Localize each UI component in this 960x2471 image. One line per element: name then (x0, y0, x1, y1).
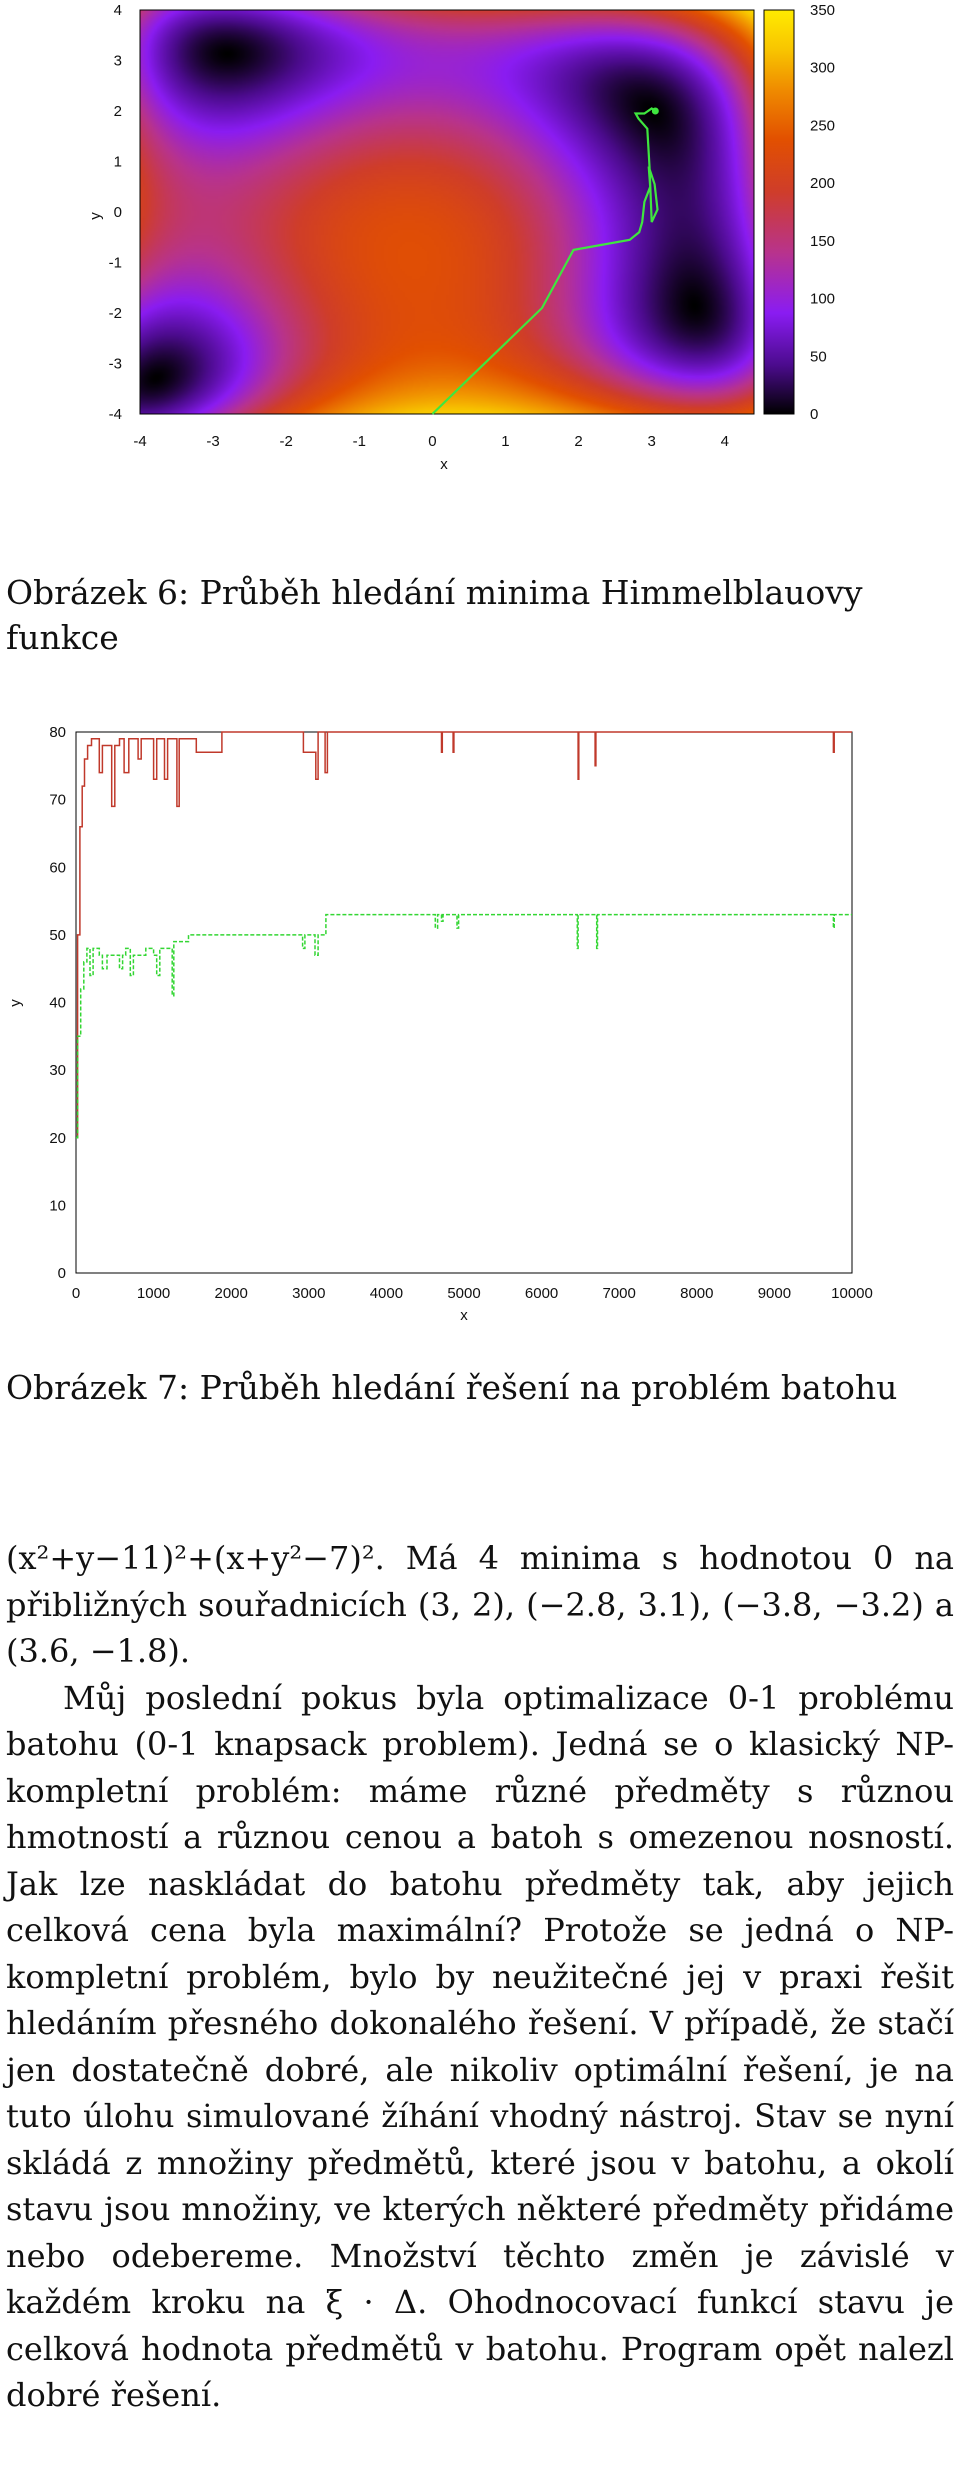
colorbar-tick-label: 200 (810, 175, 836, 193)
colorbar-tick-label: 150 (810, 232, 836, 250)
y-tick-label: 1 (113, 153, 122, 171)
y-tick-label: 70 (49, 791, 66, 809)
x-tick-label: 1 (501, 433, 510, 450)
x-tick-label: 8000 (680, 1285, 714, 1302)
y-tick-label: 50 (49, 926, 66, 944)
plot-frame (76, 732, 852, 1273)
search-path-end (652, 108, 659, 115)
y-tick-label: 0 (57, 1265, 66, 1282)
y-axis-label: y (7, 999, 24, 1007)
y-tick-label: 30 (49, 1062, 66, 1080)
x-tick-label: 0 (428, 433, 437, 450)
heatmap-surface (140, 10, 754, 414)
colorbar-tick-label: 100 (810, 290, 836, 308)
colorbar-tick-label: 0 (810, 406, 819, 423)
x-tick-label: 6000 (524, 1285, 559, 1302)
figure-7-caption: Obrázek 7: Průběh hledání řešení na problém batohu (6, 1368, 898, 1407)
body-text (6, 1535, 954, 2419)
himmelblau-figure (0, 0, 960, 470)
x-tick-label: 1000 (136, 1285, 171, 1302)
x-tick-label: 7000 (602, 1285, 636, 1302)
figure-6-caption: Obrázek 6: Průběh hledání minima Himmelblauovy funkce (6, 573, 863, 657)
colorbar (764, 10, 794, 414)
himmelblau-chart (0, 0, 960, 470)
x-tick-label: 10000 (831, 1285, 873, 1302)
x-tick-label: -3 (206, 433, 220, 450)
y-tick-label: -4 (108, 406, 122, 423)
y-tick-labels (109, 2, 122, 423)
colorbar-tick-labels (810, 2, 835, 423)
x-tick-label: 3000 (292, 1285, 326, 1302)
data-series (76, 732, 852, 1138)
paragraph-formula: (x²+y−11)²+(x+y²−7)². Má 4 minima s hodnotou 0 na přibližných souřadnicích (3, 2), (−2.8, 3.1), (−3.8, −3.2) a (3.6, −1.8). (6, 1539, 954, 1670)
colorbar-tick-label: 300 (810, 59, 836, 77)
x-tick-label: 3 (647, 433, 656, 450)
y-tick-label: 4 (113, 2, 122, 19)
x-tick-label: 2 (574, 433, 583, 450)
paragraph-knapsack: Můj poslední pokus byla optimalizace 0-1 problému batohu (0-1 knapsack problem). Jedná se o klasický NP-kompletní problém: máme různé předměty s různou hmotností a různou cenou a batoh s omezenou nosností. Jak lze naskládat do batohu předměty tak, aby jejich celková cena byla maximální? Protože se jedná o NP-kompletní problém, bylo by neužitečné jej v praxi řešit hledáním přesného dokonalého řešení. V případě, že stačí jen dostatečně dobré, ale nikoliv optimální řešení, je na tuto úlohu simulované žíhání vhodný nástroj. Stav se nyní skládá z množiny předmětů, které jsou v batohu, a okolí stavu jsou množiny, ve kterých některé předměty přidáme nebo odebereme. Množství těchto změn je závislé v každém kroku na ξ · Δ. Ohodnocovací funkcí stavu je celková hodnota předmětů v batohu. Program opět nalezl dobré řešení. (6, 1678, 954, 2414)
x-tick-label: 5000 (447, 1285, 481, 1302)
y-tick-label: 60 (49, 859, 66, 877)
y-tick-label: -3 (108, 355, 122, 373)
y-axis-label: y (87, 212, 104, 220)
x-tick-label: 9000 (757, 1285, 792, 1302)
knapsack-chart (0, 715, 960, 1355)
y-tick-label: -2 (108, 305, 122, 322)
y-tick-label: 40 (49, 994, 66, 1012)
x-tick-label: 4 (720, 433, 729, 450)
y-tick-label: -1 (108, 254, 122, 272)
x-tick-labels (133, 433, 729, 450)
y-tick-label: 0 (113, 204, 122, 221)
y-tick-label: 10 (49, 1197, 66, 1215)
knapsack-figure (0, 715, 960, 1355)
y-tick-label: 2 (113, 103, 122, 120)
series-line-2 (76, 915, 852, 1138)
x-tick-label: 2000 (214, 1285, 248, 1302)
x-axis-label: x (440, 456, 448, 470)
x-tick-label: -2 (279, 433, 293, 450)
x-tick-label: 4000 (369, 1285, 404, 1302)
x-tick-label: -1 (352, 433, 366, 450)
colorbar-tick-label: 250 (810, 117, 836, 135)
y-tick-label: 3 (113, 52, 122, 70)
x-tick-labels (72, 1285, 873, 1302)
x-axis-label: x (460, 1307, 468, 1324)
colorbar-tick-label: 350 (810, 2, 836, 19)
colorbar-tick-label: 50 (810, 348, 827, 366)
y-tick-labels (49, 724, 66, 1282)
x-tick-label: -4 (133, 433, 147, 450)
y-tick-label: 80 (49, 724, 66, 741)
y-tick-label: 20 (49, 1129, 66, 1147)
x-tick-label: 0 (71, 1285, 81, 1302)
